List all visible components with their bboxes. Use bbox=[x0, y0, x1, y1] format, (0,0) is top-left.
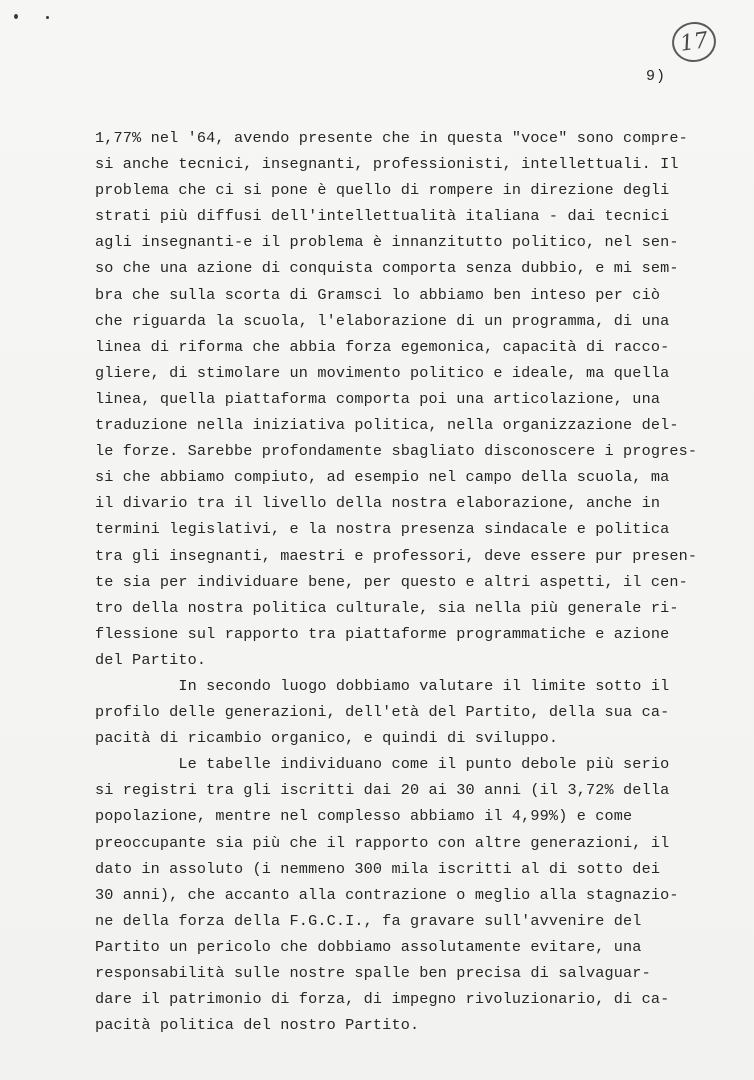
text-line: tro della nostra politica culturale, sia nella più generale ri- bbox=[95, 598, 679, 617]
text-line: flessione sul rapporto tra piattaforme programmatiche e azione bbox=[95, 624, 670, 643]
text-line: popolazione, mentre nel complesso abbiamo il 4,99%) e come bbox=[95, 807, 633, 826]
text-line: pacità politica del nostro Partito. bbox=[95, 1016, 420, 1035]
text-line: Partito un pericolo che dobbiamo assolutamente evitare, una bbox=[95, 937, 642, 956]
text-line: profilo delle generazioni, dell'età del Partito, della sua ca- bbox=[95, 703, 670, 722]
text-line: le forze. Sarebbe profondamente sbagliato disconoscere i progres- bbox=[95, 442, 698, 461]
text-line: bra che sulla scorta di Gramsci lo abbiamo ben inteso per ciò bbox=[95, 285, 661, 304]
text-line: agli insegnanti-e il problema è innanzitutto politico, nel sen- bbox=[95, 233, 679, 252]
scan-speck bbox=[46, 16, 49, 19]
text-line: dato in assoluto (i nemmeno 300 mila iscritti al di sotto dei bbox=[95, 859, 661, 878]
text-line: ne della forza della F.G.C.I., fa gravare sull'avvenire del bbox=[95, 911, 642, 930]
text-line: pacità di ricambio organico, e quindi di sviluppo. bbox=[95, 729, 559, 748]
typewritten-text-block bbox=[95, 125, 698, 1038]
text-line: responsabilità sulle nostre spalle ben precisa di salvaguar- bbox=[95, 964, 651, 982]
text-line: traduzione nella iniziativa politica, nella organizzazione del- bbox=[95, 416, 679, 435]
text-line: Le tabelle individuano come il punto debole più serio bbox=[95, 755, 670, 774]
text-line: che riguarda la scuola, l'elaborazione di un programma, di una bbox=[95, 311, 670, 330]
text-line: preoccupante sia più che il rapporto con altre generazioni, il bbox=[95, 833, 670, 852]
text-line: si anche tecnici, insegnanti, professionisti, intellettuali. Il bbox=[95, 155, 679, 174]
text-line: del Partito. bbox=[95, 650, 207, 669]
text-line: 1,77% nel '64, avendo presente che in questa "voce" sono compre- bbox=[95, 129, 688, 147]
text-line: si registri tra gli iscritti dai 20 ai 30 anni (il 3,72% della bbox=[95, 781, 670, 800]
text-line: dare il patrimonio di forza, di impegno rivoluzionario, di ca- bbox=[95, 990, 670, 1009]
text-line: te sia per individuare bene, per questo e altri aspetti, il cen- bbox=[95, 572, 688, 591]
text-line: strati più diffusi dell'intellettualità italiana - dai tecnici bbox=[95, 207, 670, 226]
page-number: 9) bbox=[646, 68, 667, 85]
text-line: linea di riforma che abbia forza egemonica, capacità di racco- bbox=[95, 337, 670, 356]
archive-page-stamp: 17 bbox=[669, 19, 718, 65]
text-line: In secondo luogo dobbiamo valutare il limite sotto il bbox=[95, 676, 670, 695]
scan-speck bbox=[14, 14, 18, 19]
text-line: si che abbiamo compiuto, ad esempio nel campo della scuola, ma bbox=[95, 468, 670, 487]
text-line: 30 anni), che accanto alla contrazione o meglio alla stagnazio- bbox=[95, 885, 679, 904]
text-line: gliere, di stimolare un movimento politico e ideale, ma quella bbox=[95, 363, 670, 382]
text-line: so che una azione di conquista comporta senza dubbio, e mi sem- bbox=[95, 259, 679, 278]
text-line: linea, quella piattaforma comporta poi una articolazione, una bbox=[95, 389, 661, 408]
text-line: tra gli insegnanti, maestri e professori, deve essere pur presen- bbox=[95, 546, 698, 565]
text-line: il divario tra il livello della nostra elaborazione, anche in bbox=[95, 494, 661, 513]
text-line: problema che ci si pone è quello di rompere in direzione degli bbox=[95, 181, 670, 200]
text-line: termini legislativi, e la nostra presenza sindacale e politica bbox=[95, 520, 670, 539]
